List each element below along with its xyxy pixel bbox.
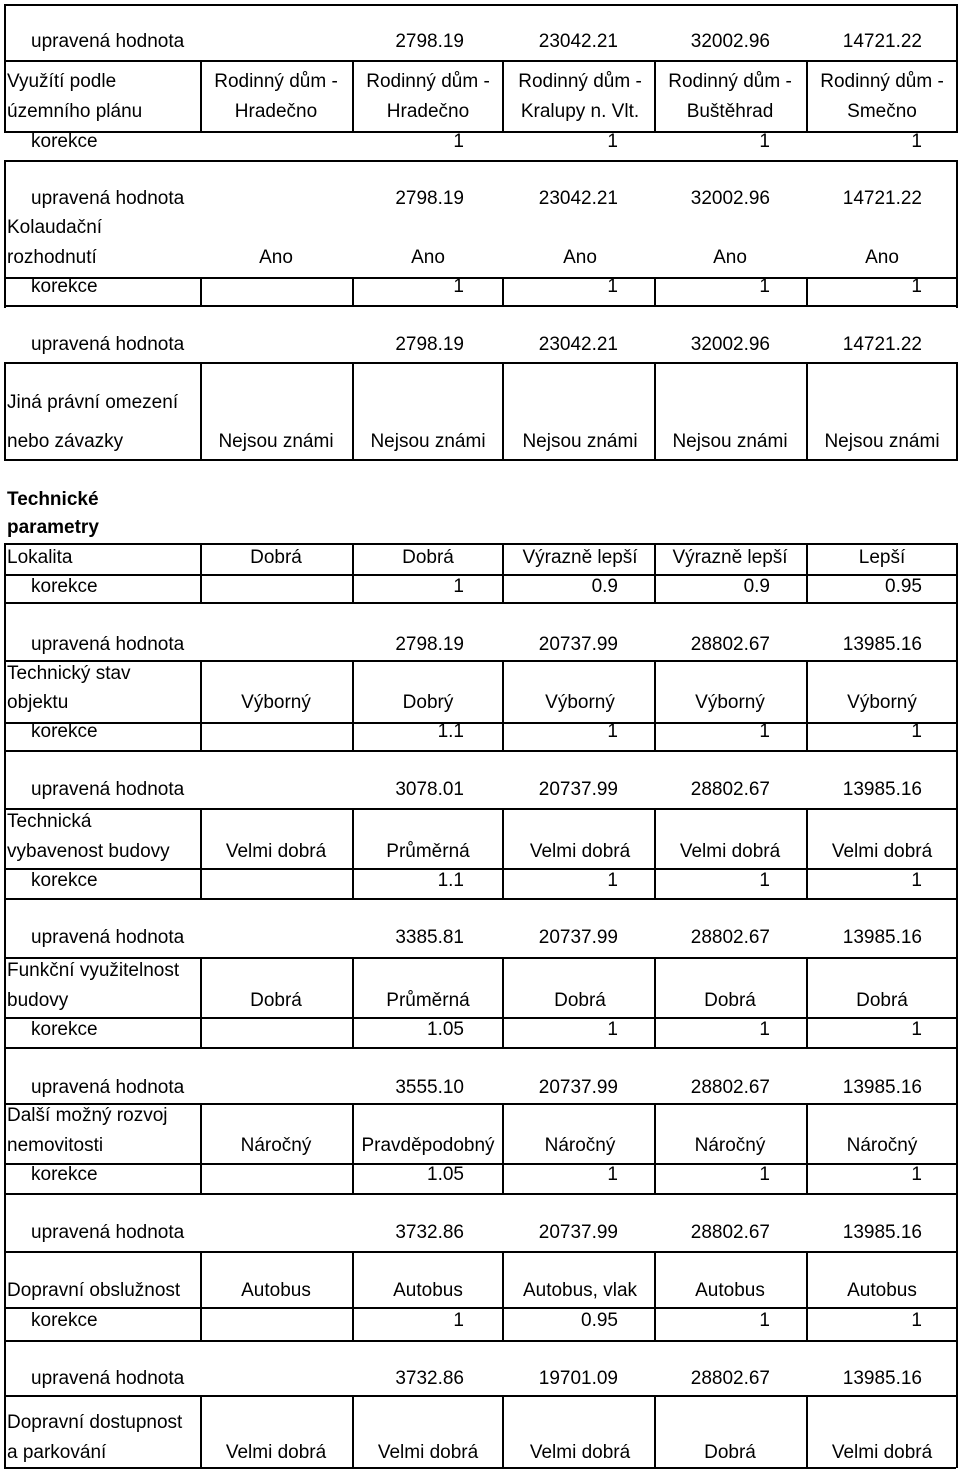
horizontal-rule — [4, 750, 956, 752]
correction-cell: 1 — [911, 131, 922, 152]
adjusted-value-cell: 20737.99 — [538, 927, 618, 948]
criterion-value: Velmi dobrá — [225, 1442, 327, 1463]
criterion-value: Dobrá — [250, 990, 302, 1011]
correction-label: korekce — [31, 1019, 98, 1040]
adjusted-value-label: upravená hodnota — [31, 1077, 185, 1098]
horizontal-rule — [4, 957, 956, 959]
horizontal-rule — [4, 1251, 956, 1253]
criterion-value: Výborný — [695, 692, 765, 713]
criterion-value: Dobrá — [250, 547, 302, 568]
adjusted-value-cell: 28802.67 — [690, 634, 770, 655]
criterion-value: Velmi dobrá — [377, 1442, 479, 1463]
adjusted-value-label: upravená hodnota — [31, 927, 185, 948]
correction-cell: 1 — [453, 131, 464, 152]
horizontal-rule — [4, 808, 956, 810]
criterion-value: Ano — [563, 247, 597, 268]
horizontal-rule — [4, 1467, 956, 1469]
vertical-rule — [956, 160, 958, 308]
adjusted-value-cell: 14721.22 — [842, 31, 922, 52]
criterion-value: Náročný — [846, 1135, 918, 1156]
correction-cell: 1 — [759, 1310, 770, 1331]
correction-cell: 1 — [453, 576, 464, 597]
correction-cell: 1 — [453, 276, 464, 297]
correction-cell: 1 — [911, 1019, 922, 1040]
horizontal-rule — [4, 1047, 956, 1049]
criterion-value: Hradečno — [234, 101, 318, 122]
correction-cell: 1 — [607, 276, 618, 297]
criterion-value: Velmi dobrá — [831, 841, 933, 862]
criterion-value: Nejsou známi — [672, 431, 788, 452]
adjusted-value-cell: 19701.09 — [538, 1368, 618, 1389]
correction-cell: 1 — [759, 1019, 770, 1040]
correction-cell: 1 — [759, 131, 770, 152]
correction-cell: 0.95 — [581, 1310, 618, 1331]
criterion-value: Náročný — [694, 1135, 766, 1156]
correction-label: korekce — [31, 276, 98, 297]
adjusted-value-cell: 2798.19 — [395, 334, 464, 355]
criterion-value: Náročný — [240, 1135, 312, 1156]
criterion-label: Lokalita — [7, 547, 73, 568]
correction-cell: 1 — [607, 1019, 618, 1040]
criterion-label: Dopravní obslužnost — [7, 1280, 181, 1301]
vertical-rule — [4, 543, 6, 1468]
criterion-value: Autobus — [393, 1280, 463, 1301]
adjusted-value-cell: 28802.67 — [690, 1077, 770, 1098]
correction-cell: 1 — [607, 1164, 618, 1185]
adjusted-value-cell: 14721.22 — [842, 188, 922, 209]
horizontal-rule — [4, 4, 956, 6]
horizontal-rule — [200, 60, 956, 62]
correction-cell: 1.1 — [437, 870, 464, 891]
adjusted-value-cell: 20737.99 — [538, 1222, 618, 1243]
criterion-label: vybavenost budovy — [7, 841, 170, 862]
correction-cell: 1 — [453, 1310, 464, 1331]
adjusted-value-cell: 2798.19 — [395, 634, 464, 655]
adjusted-value-cell: 32002.96 — [690, 31, 770, 52]
criterion-label: a parkování — [7, 1442, 107, 1463]
criterion-value: Rodinný dům - — [518, 71, 642, 92]
criterion-value: Dobrá — [704, 990, 756, 1011]
criterion-label: nemovitosti — [7, 1135, 104, 1156]
criterion-value: Nejsou známi — [218, 431, 334, 452]
criterion-value: Výborný — [847, 692, 917, 713]
criterion-value: Nejsou známi — [522, 431, 638, 452]
correction-cell: 1.05 — [427, 1164, 464, 1185]
criterion-label: budovy — [7, 990, 69, 1011]
adjusted-value-cell: 2798.19 — [395, 31, 464, 52]
correction-label: korekce — [31, 1164, 98, 1185]
criterion-value: Výrazně lepší — [672, 547, 788, 568]
correction-cell: 1 — [759, 721, 770, 742]
correction-cell: 1 — [911, 1164, 922, 1185]
adjusted-value-cell: 20737.99 — [538, 1077, 618, 1098]
criterion-value: Rodinný dům - — [366, 71, 490, 92]
adjusted-value-cell: 14721.22 — [842, 334, 922, 355]
vertical-rule — [4, 362, 6, 461]
criterion-label: Využítí podle — [7, 71, 117, 92]
adjusted-value-cell: 28802.67 — [690, 927, 770, 948]
adjusted-value-label: upravená hodnota — [31, 634, 185, 655]
criterion-label: nebo závazky — [7, 431, 124, 452]
correction-cell: 1 — [759, 1164, 770, 1185]
vertical-rule — [200, 277, 202, 307]
criterion-value: Ano — [865, 247, 899, 268]
criterion-value: Ano — [259, 247, 293, 268]
horizontal-rule — [4, 160, 956, 162]
criterion-value: Dobrá — [554, 990, 606, 1011]
criterion-label: rozhodnutí — [7, 247, 97, 268]
criterion-value: Rodinný dům - — [820, 71, 944, 92]
vertical-rule — [4, 60, 6, 133]
section-heading: parametry — [7, 517, 99, 538]
adjusted-value-cell: 3078.01 — [395, 779, 464, 800]
criterion-label: Technická — [7, 811, 92, 832]
adjusted-value-cell: 20737.99 — [538, 779, 618, 800]
criterion-value: Dobrá — [402, 547, 454, 568]
adjusted-value-cell: 13985.16 — [842, 1368, 922, 1389]
correction-label: korekce — [31, 576, 98, 597]
correction-label: korekce — [31, 131, 98, 152]
horizontal-rule — [4, 362, 956, 364]
correction-cell: 1 — [911, 870, 922, 891]
adjusted-value-label: upravená hodnota — [31, 31, 185, 52]
correction-cell: 1 — [911, 1310, 922, 1331]
adjusted-value-cell: 32002.96 — [690, 334, 770, 355]
adjusted-value-cell: 28802.67 — [690, 1222, 770, 1243]
criterion-value: Velmi dobrá — [529, 1442, 631, 1463]
adjusted-value-cell: 13985.16 — [842, 779, 922, 800]
criterion-value: Ano — [713, 247, 747, 268]
vertical-rule — [4, 4, 6, 62]
criterion-value: Výborný — [241, 692, 311, 713]
criterion-value: Autobus — [847, 1280, 917, 1301]
adjusted-value-cell: 13985.16 — [842, 1222, 922, 1243]
correction-cell: 1 — [607, 131, 618, 152]
adjusted-value-cell: 13985.16 — [842, 1077, 922, 1098]
correction-cell: 1 — [911, 276, 922, 297]
adjusted-value-cell: 3732.86 — [395, 1368, 464, 1389]
criterion-label: územního plánu — [7, 101, 143, 122]
criterion-value: Rodinný dům - — [214, 71, 338, 92]
horizontal-rule — [4, 1307, 200, 1309]
correction-label: korekce — [31, 870, 98, 891]
correction-cell: 1.05 — [427, 1019, 464, 1040]
vertical-rule — [956, 4, 958, 62]
adjusted-value-cell: 23042.21 — [538, 31, 618, 52]
criterion-value: Velmi dobrá — [529, 841, 631, 862]
adjusted-value-label: upravená hodnota — [31, 188, 185, 209]
horizontal-rule — [200, 1307, 956, 1309]
horizontal-rule — [4, 660, 956, 662]
criterion-value: Autobus — [241, 1280, 311, 1301]
horizontal-rule — [4, 305, 956, 307]
correction-cell: 1 — [607, 870, 618, 891]
horizontal-rule — [4, 1395, 956, 1397]
criterion-value: Lepší — [858, 547, 906, 568]
adjusted-value-cell: 28802.67 — [690, 1368, 770, 1389]
criterion-label: Kolaudační — [7, 217, 103, 238]
adjusted-value-cell: 20737.99 — [538, 634, 618, 655]
correction-cell: 1 — [759, 870, 770, 891]
section-heading: Technické — [7, 489, 99, 510]
adjusted-value-label: upravená hodnota — [31, 1222, 185, 1243]
criterion-value: Nejsou známi — [824, 431, 940, 452]
criterion-value: Výrazně lepší — [522, 547, 638, 568]
horizontal-rule — [4, 543, 956, 545]
adjusted-value-cell: 13985.16 — [842, 927, 922, 948]
correction-cell: 0.95 — [885, 576, 922, 597]
adjusted-value-label: upravená hodnota — [31, 1368, 185, 1389]
correction-label: korekce — [31, 1310, 98, 1331]
correction-cell: 1 — [607, 721, 618, 742]
horizontal-rule — [4, 1193, 956, 1195]
criterion-value: Smečno — [847, 101, 917, 122]
adjusted-value-label: upravená hodnota — [31, 334, 185, 355]
vertical-rule — [4, 160, 6, 308]
criterion-value: Průměrná — [386, 841, 470, 862]
criterion-value: Dobrý — [402, 692, 454, 713]
horizontal-rule — [4, 602, 956, 604]
criterion-value: Hradečno — [386, 101, 470, 122]
adjusted-value-cell: 3555.10 — [395, 1077, 464, 1098]
adjusted-value-cell: 13985.16 — [842, 634, 922, 655]
criterion-label: Technický stav — [7, 663, 131, 684]
criterion-value: Buštěhrad — [686, 101, 774, 122]
correction-cell: 0.9 — [591, 576, 618, 597]
criterion-label: Funkční využitelnost — [7, 960, 180, 981]
adjusted-value-cell: 28802.67 — [690, 779, 770, 800]
criterion-value: Náročný — [544, 1135, 616, 1156]
criterion-value: Dobrá — [856, 990, 908, 1011]
criterion-label: Další možný rozvoj — [7, 1105, 168, 1126]
criterion-value: Výborný — [545, 692, 615, 713]
criterion-value: Autobus, vlak — [522, 1280, 638, 1301]
criterion-value: Ano — [411, 247, 445, 268]
criterion-value: Kralupy n. Vlt. — [520, 101, 640, 122]
criterion-value: Nejsou známi — [370, 431, 486, 452]
correction-cell: 0.9 — [743, 576, 770, 597]
adjusted-value-cell: 3732.86 — [395, 1222, 464, 1243]
criterion-value: Velmi dobrá — [225, 841, 327, 862]
criterion-value: Autobus — [695, 1280, 765, 1301]
horizontal-rule — [4, 1340, 956, 1342]
adjusted-value-cell: 3385.81 — [395, 927, 464, 948]
criterion-value: Pravděpodobný — [361, 1135, 495, 1156]
criterion-value: Velmi dobrá — [679, 841, 781, 862]
criterion-label: Dopravní dostupnost — [7, 1412, 183, 1433]
correction-cell: 1 — [911, 721, 922, 742]
criterion-value: Rodinný dům - — [668, 71, 792, 92]
criterion-value: Velmi dobrá — [831, 1442, 933, 1463]
adjusted-value-label: upravená hodnota — [31, 779, 185, 800]
criterion-label: objektu — [7, 692, 69, 713]
correction-label: korekce — [31, 721, 98, 742]
criterion-label: Jiná právní omezení — [7, 392, 179, 413]
adjusted-value-cell: 23042.21 — [538, 188, 618, 209]
adjusted-value-cell: 2798.19 — [395, 188, 464, 209]
correction-cell: 1.1 — [437, 721, 464, 742]
criterion-value: Dobrá — [704, 1442, 756, 1463]
adjusted-value-cell: 23042.21 — [538, 334, 618, 355]
horizontal-rule — [4, 898, 956, 900]
horizontal-rule — [4, 459, 956, 461]
adjusted-value-cell: 32002.96 — [690, 188, 770, 209]
criterion-value: Průměrná — [386, 990, 470, 1011]
correction-cell: 1 — [759, 276, 770, 297]
